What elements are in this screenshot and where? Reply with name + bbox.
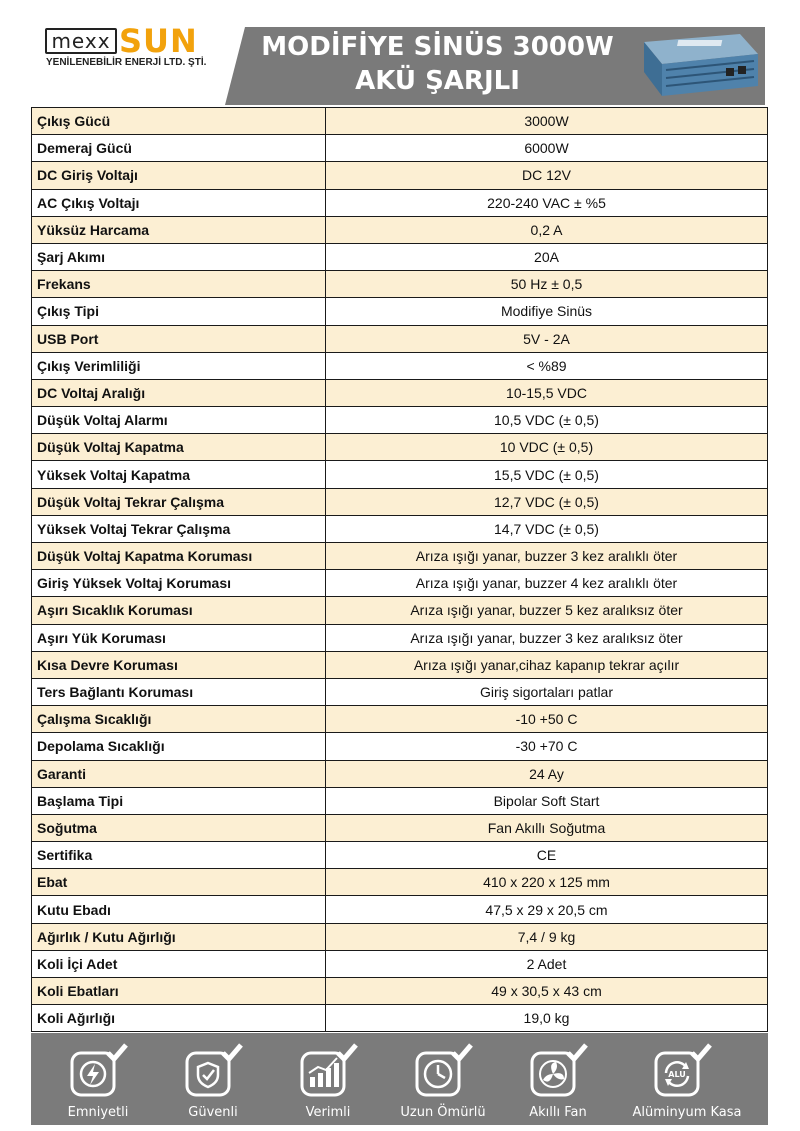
spec-label: Koli Ebatları (32, 978, 326, 1005)
spec-row (32, 624, 768, 651)
clock-icon (413, 1043, 473, 1103)
spec-value: 10,5 VDC (± 0,5) (326, 407, 768, 434)
spec-row (32, 461, 768, 488)
spec-label: Kutu Ebadı (32, 896, 326, 923)
spec-value: 47,5 x 29 x 20,5 cm (326, 896, 768, 923)
spec-row (32, 597, 768, 624)
spec-value: 14,7 VDC (± 0,5) (326, 515, 768, 542)
alu-recycle-icon (652, 1043, 712, 1103)
spec-value: 5V - 2A (326, 325, 768, 352)
header (0, 0, 800, 105)
spec-value: Arıza ışığı yanar, buzzer 4 kez aralıklı öter (326, 570, 768, 597)
spec-label: Çalışma Sıcaklığı (32, 706, 326, 733)
spec-value: Arıza ışığı yanar, buzzer 5 kez aralıksız öter (326, 597, 768, 624)
spec-label: Düşük Voltaj Kapatma Koruması (32, 543, 326, 570)
spec-row (32, 271, 768, 298)
page-title (240, 30, 635, 98)
spec-value: 20A (326, 243, 768, 270)
spec-label: Depolama Sıcaklığı (32, 733, 326, 760)
feature-verimli (273, 1033, 383, 1125)
spec-row (32, 515, 768, 542)
spec-value: 12,7 VDC (± 0,5) (326, 488, 768, 515)
spec-label: Koli Ağırlığı (32, 1005, 326, 1032)
spec-value: 3000W (326, 108, 768, 135)
spec-value: -10 +50 C (326, 706, 768, 733)
feature-label: Uzun Ömürlü (400, 1105, 486, 1120)
spec-label: Yüksek Voltaj Tekrar Çalışma (32, 515, 326, 542)
spec-row (32, 842, 768, 869)
spec-label: Ağırlık / Kutu Ağırlığı (32, 923, 326, 950)
spec-row (32, 108, 768, 135)
spec-table (31, 107, 768, 1032)
spec-label: Çıkış Gücü (32, 108, 326, 135)
spec-value: < %89 (326, 352, 768, 379)
spec-value: 410 x 220 x 125 mm (326, 869, 768, 896)
title-line-1: MODİFİYE SİNÜS 3000W (261, 32, 614, 62)
spec-row (32, 135, 768, 162)
spec-value: 49 x 30,5 x 43 cm (326, 978, 768, 1005)
feature-guvenli (158, 1033, 268, 1125)
spec-label: Başlama Tipi (32, 787, 326, 814)
spec-row (32, 733, 768, 760)
spec-value: Arıza ışığı yanar,cihaz kapanıp tekrar açılır (326, 651, 768, 678)
spec-row (32, 407, 768, 434)
spec-value: CE (326, 842, 768, 869)
spec-label: Düşük Voltaj Alarmı (32, 407, 326, 434)
spec-row (32, 434, 768, 461)
spec-label: USB Port (32, 325, 326, 352)
spec-value: Arıza ışığı yanar, buzzer 3 kez aralıksız öter (326, 624, 768, 651)
spec-row (32, 298, 768, 325)
spec-label: Giriş Yüksek Voltaj Koruması (32, 570, 326, 597)
spec-label: AC Çıkış Voltajı (32, 189, 326, 216)
spec-label: Ebat (32, 869, 326, 896)
spec-label: Soğutma (32, 814, 326, 841)
spec-value: 6000W (326, 135, 768, 162)
spec-value: 2 Adet (326, 950, 768, 977)
spec-row (32, 189, 768, 216)
feature-label: Alüminyum Kasa (632, 1105, 742, 1120)
spec-row (32, 488, 768, 515)
spec-label: Ters Bağlantı Koruması (32, 678, 326, 705)
spec-table-body (32, 108, 768, 1032)
spec-row (32, 869, 768, 896)
title-line-2: AKÜ ŞARJLI (355, 66, 520, 96)
feature-uzun-omurlu (388, 1033, 498, 1125)
spec-label: Garanti (32, 760, 326, 787)
feature-emniyetli (43, 1033, 153, 1125)
spec-row (32, 760, 768, 787)
spec-label: Çıkış Verimliliği (32, 352, 326, 379)
spec-value: 10-15,5 VDC (326, 379, 768, 406)
spec-label: Koli İçi Adet (32, 950, 326, 977)
logo-subtitle: YENİLENEBİLİR ENERJİ LTD. ŞTİ. (46, 57, 207, 68)
feature-footer (31, 1033, 768, 1125)
spec-row (32, 950, 768, 977)
spec-row (32, 978, 768, 1005)
spec-value: DC 12V (326, 162, 768, 189)
spec-row (32, 787, 768, 814)
spec-row (32, 543, 768, 570)
spec-label: Çıkış Tipi (32, 298, 326, 325)
spec-value: 0,2 A (326, 216, 768, 243)
spec-row (32, 923, 768, 950)
spec-row (32, 162, 768, 189)
spec-value: 220-240 VAC ± %5 (326, 189, 768, 216)
spec-label: Yüksek Voltaj Kapatma (32, 461, 326, 488)
fan-icon (528, 1043, 588, 1103)
inverter-product-image (640, 32, 760, 98)
spec-row (32, 651, 768, 678)
logo-mark-left: mexx (45, 28, 117, 54)
spec-row (32, 325, 768, 352)
spec-value: -30 +70 C (326, 733, 768, 760)
spec-label: Yüksüz Harcama (32, 216, 326, 243)
spec-value: Arıza ışığı yanar, buzzer 3 kez aralıklı öter (326, 543, 768, 570)
spec-row (32, 706, 768, 733)
spec-row (32, 678, 768, 705)
spec-value: Giriş sigortaları patlar (326, 678, 768, 705)
spec-value: Bipolar Soft Start (326, 787, 768, 814)
spec-row (32, 352, 768, 379)
bar-chart-icon (298, 1043, 358, 1103)
feature-akilli-fan (503, 1033, 613, 1125)
spec-row (32, 814, 768, 841)
spec-row (32, 216, 768, 243)
spec-label: Kısa Devre Koruması (32, 651, 326, 678)
feature-label: Akıllı Fan (529, 1105, 587, 1120)
spec-value: Modifiye Sinüs (326, 298, 768, 325)
spec-label: Aşırı Sıcaklık Koruması (32, 597, 326, 624)
feature-label: Verimli (305, 1105, 351, 1120)
spec-value: 15,5 VDC (± 0,5) (326, 461, 768, 488)
spec-label: Düşük Voltaj Tekrar Çalışma (32, 488, 326, 515)
spec-row (32, 1005, 768, 1032)
spec-value: 24 Ay (326, 760, 768, 787)
shield-check-icon (183, 1043, 243, 1103)
alu-badge-text: ALU (668, 1070, 686, 1079)
logo-mark-right: SUN (119, 22, 198, 60)
brand-logo (45, 22, 225, 74)
spec-row (32, 243, 768, 270)
spec-value: 10 VDC (± 0,5) (326, 434, 768, 461)
shield-lightning-icon (68, 1043, 128, 1103)
spec-label: Sertifika (32, 842, 326, 869)
spec-value: Fan Akıllı Soğutma (326, 814, 768, 841)
spec-row (32, 379, 768, 406)
spec-label: Aşırı Yük Koruması (32, 624, 326, 651)
spec-value: 19,0 kg (326, 1005, 768, 1032)
spec-label: Demeraj Gücü (32, 135, 326, 162)
spec-value: 50 Hz ± 0,5 (326, 271, 768, 298)
spec-label: Frekans (32, 271, 326, 298)
feature-label: Güvenli (188, 1105, 238, 1120)
spec-row (32, 896, 768, 923)
spec-label: Şarj Akımı (32, 243, 326, 270)
spec-label: Düşük Voltaj Kapatma (32, 434, 326, 461)
feature-aluminyum-kasa (627, 1033, 747, 1125)
spec-label: DC Voltaj Aralığı (32, 379, 326, 406)
spec-value: 7,4 / 9 kg (326, 923, 768, 950)
spec-label: DC Giriş Voltajı (32, 162, 326, 189)
spec-row (32, 570, 768, 597)
feature-label: Emniyetli (67, 1105, 129, 1120)
